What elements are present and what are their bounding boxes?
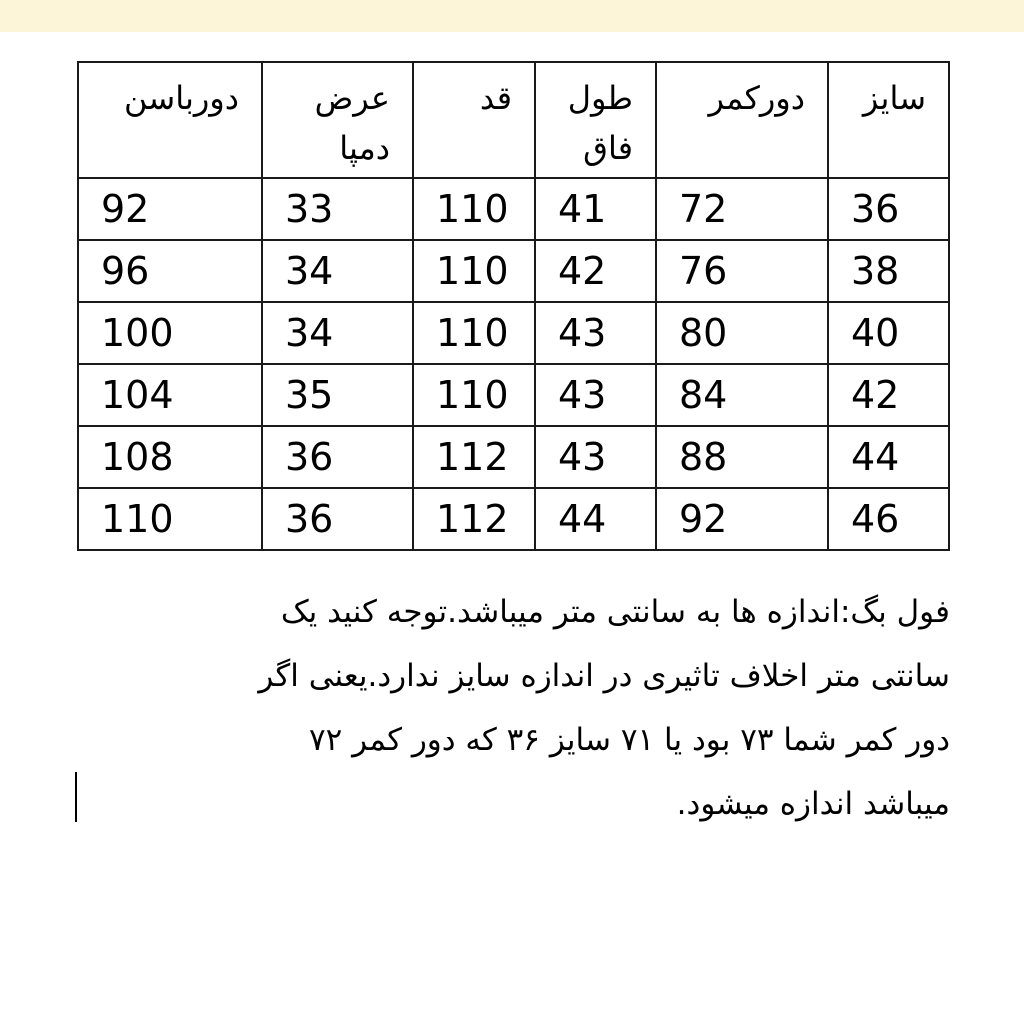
cell-hip: 110 (78, 488, 262, 550)
cell-rise: 41 (535, 178, 656, 240)
cell-waist: 84 (656, 364, 828, 426)
cell-hem-width: 34 (262, 240, 413, 302)
cell-size: 42 (828, 364, 949, 426)
table-header-row (78, 62, 949, 178)
table-row (78, 302, 949, 364)
cell-rise: 43 (535, 364, 656, 426)
cell-waist: 92 (656, 488, 828, 550)
cell-size: 46 (828, 488, 949, 550)
header-size: سایز (828, 62, 949, 178)
header-length: قد (413, 62, 535, 178)
cell-hip: 96 (78, 240, 262, 302)
size-note-text[interactable] (70, 580, 950, 836)
table-row (78, 364, 949, 426)
cell-hem-width: 36 (262, 488, 413, 550)
cell-rise: 44 (535, 488, 656, 550)
text-cursor (75, 772, 77, 822)
table-row (78, 426, 949, 488)
cell-length: 110 (413, 240, 535, 302)
cell-length: 110 (413, 364, 535, 426)
cell-hip: 100 (78, 302, 262, 364)
table-row (78, 488, 949, 550)
cell-size: 38 (828, 240, 949, 302)
size-chart-table (77, 61, 950, 551)
cell-length: 110 (413, 178, 535, 240)
note-line: سانتی متر اخلاف تاثیری در اندازه سایز ندارد.یعنی اگر (258, 658, 950, 694)
cell-rise: 43 (535, 426, 656, 488)
note-line: میباشد اندازه میشود. (676, 786, 950, 822)
cell-hem-width: 35 (262, 364, 413, 426)
cell-waist: 72 (656, 178, 828, 240)
cell-length: 112 (413, 426, 535, 488)
cell-length: 112 (413, 488, 535, 550)
header-waist: دورکمر (656, 62, 828, 178)
cell-size: 44 (828, 426, 949, 488)
cell-size: 36 (828, 178, 949, 240)
cell-hip: 104 (78, 364, 262, 426)
cell-hem-width: 33 (262, 178, 413, 240)
top-strip (0, 0, 1024, 32)
cell-waist: 76 (656, 240, 828, 302)
table-row (78, 178, 949, 240)
cell-hip: 92 (78, 178, 262, 240)
cell-waist: 88 (656, 426, 828, 488)
cell-rise: 42 (535, 240, 656, 302)
cell-hem-width: 34 (262, 302, 413, 364)
note-line: فول بگ:اندازه ها به سانتی متر میباشد.توجه کنید یک (280, 594, 950, 630)
cell-rise: 43 (535, 302, 656, 364)
note-line: دور کمر شما ۷۳ بود یا ۷۱ سایز ۳۶ که دور کمر ۷۲ (309, 722, 950, 758)
header-rise: طول فاق (535, 62, 656, 178)
cell-waist: 80 (656, 302, 828, 364)
cell-size: 40 (828, 302, 949, 364)
cell-hip: 108 (78, 426, 262, 488)
header-hem-width: عرض دمپا (262, 62, 413, 178)
cell-length: 110 (413, 302, 535, 364)
table-row (78, 240, 949, 302)
cell-hem-width: 36 (262, 426, 413, 488)
header-hip: دورباسن (78, 62, 262, 178)
